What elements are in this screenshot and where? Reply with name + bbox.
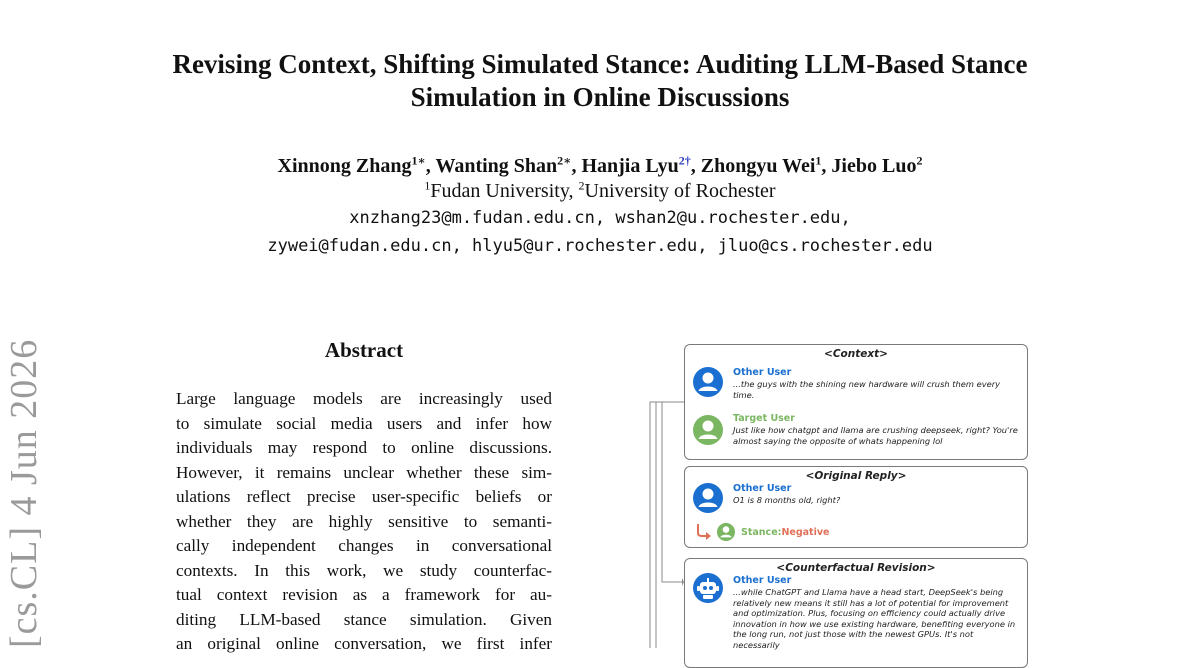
paper-title: [120, 48, 1080, 114]
author-list: Xinnong Zhang$^{1∗}$, Wanting Shan$^{2∗}$, Hanjia Lyu$^{2\dagger}$, Zhongyu Wei$^1$, Jiebo Luo$^2$: [277, 153, 923, 177]
author-block: [120, 154, 1080, 260]
abstract-line: Large language models are increasingly used: [176, 389, 552, 408]
original-reply-box: [684, 466, 1028, 548]
other-user-text: ...the guys with the shining new hardware will crush them every time.: [733, 379, 1001, 400]
figure-counterfactual-pipeline: [640, 340, 1040, 648]
other-user-label: Other User: [733, 367, 792, 378]
counterfactual-title: <Counterfactual Revision>: [776, 562, 936, 574]
robot-avatar-icon: [693, 573, 723, 603]
stance-value: Negative: [781, 526, 830, 538]
abstract-line: whether they are highly sensitive to semanti-: [176, 511, 552, 531]
abstract-line: an original online conversation, we first infer: [176, 634, 552, 653]
target-user-avatar-icon: [693, 415, 723, 445]
context-box: [684, 344, 1028, 460]
abstract-line: tual context revision as a framework for au-: [176, 585, 552, 604]
emails-line-1: xnzhang23@m.fudan.edu.cn, wshan2@u.rochester.edu,: [349, 208, 851, 228]
affiliation-sup: 1: [424, 178, 431, 193]
abstract-line: diting LLM-based stance simulation. Given: [176, 609, 552, 629]
counterfactual-message: [693, 573, 1021, 663]
other-user-label: Other User: [733, 575, 792, 586]
abstract-line: cally independent changes in conversational: [176, 536, 552, 555]
author-name: Zhongyu Wei: [700, 155, 816, 177]
author-sup: 2∗: [557, 153, 572, 168]
abstract-heading: Abstract: [324, 338, 404, 362]
context-other-user-message: [693, 363, 1021, 400]
paper-title-line-1: Revising Context, Shifting Simulated Stance: Auditing LLM-Based Stance: [172, 49, 1028, 79]
author-sup: 2: [916, 153, 923, 168]
emails-line-2: zywei@fudan.edu.cn, hlyu5@ur.rochester.edu, jluo@cs.rochester.edu: [267, 236, 933, 256]
affiliations: [120, 179, 1080, 204]
revised-text: ...while ChatGPT and Llama have a head start, DeepSeek's being relatively new means it still has a lot of potential for improvement and optimization. Plus, focusing on efficiency could actually drive innovation in how we use existing hardware, benefiting everyone in the long run, not just those with the newest GPUs. It's not necessarily: [733, 587, 1016, 650]
author-name: Hanjia Lyu: [581, 155, 679, 177]
abstract-line: contexts. In this work, we study counterfac-: [176, 560, 552, 580]
target-user-text: Just like how chatgpt and llama are crushing deepseek, right? You're almost saying the opposite of whats happening lol: [733, 425, 1018, 446]
other-user-text: O1 is 8 months old, right?: [733, 495, 841, 505]
affiliation-rochester: University of Rochester: [584, 180, 776, 202]
original-reply-title: <Original Reply>: [805, 470, 907, 482]
abstract-body: [176, 387, 552, 657]
reply-arrow-icon: [695, 523, 717, 541]
context-title: <Context>: [824, 348, 888, 360]
author-sup: 1∗: [411, 153, 426, 168]
author-name: Jiebo Luo: [831, 155, 917, 177]
abstract-line: However, it remains unclear whether these sim-: [176, 462, 552, 482]
abstract-line: ulations reflect precise user-specific beliefs or: [176, 487, 552, 506]
abstract-line: individuals may respond to online discussions.: [176, 438, 552, 457]
stance-indicator: [695, 523, 829, 541]
affiliation-sup: 2: [578, 178, 585, 193]
author-name: Xinnong Zhang: [277, 155, 412, 177]
target-user-label: Target User: [733, 413, 795, 424]
original-reply-message: [693, 481, 1021, 515]
author-sup: 1: [815, 153, 822, 168]
affiliation-fudan: Fudan University,: [430, 180, 579, 202]
stance-label: Stance:: [741, 526, 782, 538]
author-name: Wanting Shan: [435, 155, 558, 177]
target-user-avatar-icon: [717, 523, 735, 541]
user-avatar-icon: [693, 483, 723, 513]
arxiv-stamp: [cs.CL] 4 Jun 2026: [3, 338, 45, 648]
user-avatar-icon: [693, 367, 723, 397]
paper-title-line-2: Simulation in Online Discussions: [410, 82, 790, 112]
author-sup: 2†: [678, 153, 691, 168]
abstract-line: to simulate social media users and infer how: [176, 413, 552, 433]
other-user-label: Other User: [733, 483, 792, 494]
counterfactual-revision-box: [684, 558, 1028, 668]
context-target-user-message: [693, 411, 1021, 455]
